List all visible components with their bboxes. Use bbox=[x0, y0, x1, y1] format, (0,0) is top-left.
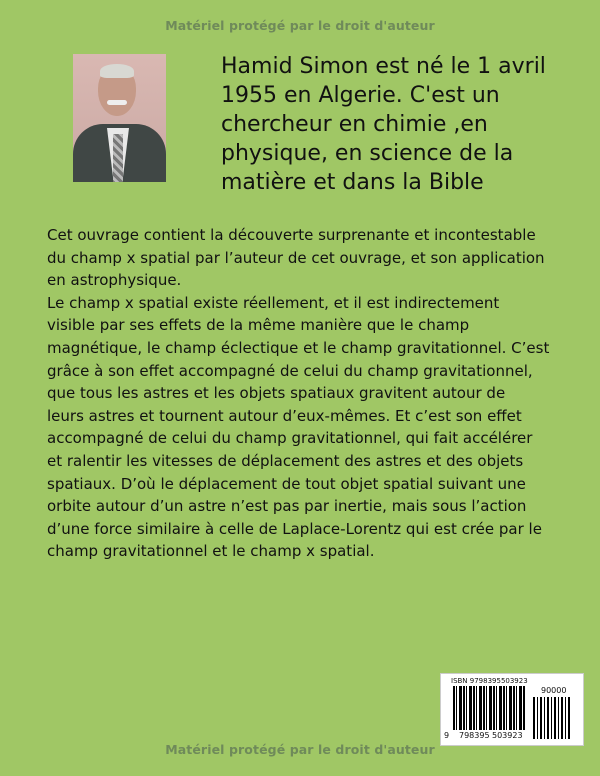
barcode-digits-left: 798395 bbox=[459, 731, 490, 740]
description-line: et ralentir les vitesses de déplacement des astres et des objets bbox=[47, 451, 524, 470]
bio-line: chercheur en chimie ,en bbox=[221, 112, 488, 137]
barcode-digit-prefix: 9 bbox=[444, 731, 450, 740]
barcode-bars bbox=[453, 686, 526, 730]
author-photo bbox=[73, 54, 166, 182]
description-line: Le champ x spatial existe réellement, et il est indirectement bbox=[47, 293, 500, 312]
bio-line: physique, en science de la bbox=[221, 141, 514, 166]
author-bio bbox=[221, 52, 546, 197]
description-line: en astrophysique. bbox=[47, 271, 182, 290]
description-line: que tous les astres et les objets spatiaux gravitent autour de bbox=[47, 384, 506, 403]
description-line: accompagné de celui du champ gravitationnel, qui fait accélérer bbox=[47, 429, 533, 448]
description-line: Cet ouvrage contient la découverte surprenante et incontestable bbox=[47, 226, 536, 244]
description-line: d’une force similaire à celle de Laplace-Lorentz qui est crée par le bbox=[47, 519, 542, 538]
bio-line: 1955 en Algerie. C'est un bbox=[221, 83, 500, 108]
bio-line: Hamid Simon est né le 1 avril bbox=[221, 54, 546, 79]
price-barcode-bars bbox=[533, 697, 572, 739]
barcode-digits-right: 503923 bbox=[492, 731, 523, 740]
book-description bbox=[47, 224, 549, 563]
isbn-label: ISBN 9798395503923 bbox=[451, 677, 528, 685]
description-line: champ gravitationnel et le champ x spatial. bbox=[47, 542, 375, 561]
description-line: leurs astres et tournent autour d’eux-mêmes. Et c’est son effet bbox=[47, 406, 522, 425]
bio-line: matière et dans la Bible bbox=[221, 170, 484, 195]
isbn-barcode bbox=[440, 673, 584, 746]
price-code: 90000 bbox=[541, 686, 567, 695]
description-line: magnétique, le champ éclectique et le champ gravitationnel. C’est bbox=[47, 338, 550, 357]
copyright-watermark-top: Matériel protégé par le droit d'auteur bbox=[165, 18, 435, 33]
description-line: du champ x spatial par l’auteur de cet ouvrage, et son application bbox=[47, 248, 545, 267]
description-line: visible par ses effets de la même manière que le champ bbox=[47, 316, 470, 335]
description-line: orbite autour d’un astre n’est pas par inertie, mais sous l’action bbox=[47, 497, 527, 516]
description-line: grâce à son effet accompagné de celui du champ gravitationnel, bbox=[47, 361, 533, 380]
copyright-watermark-bottom: Matériel protégé par le droit d'auteur bbox=[165, 742, 435, 757]
description-line: spatiaux. D’où le déplacement de tout objet spatial suivant une bbox=[47, 474, 526, 493]
